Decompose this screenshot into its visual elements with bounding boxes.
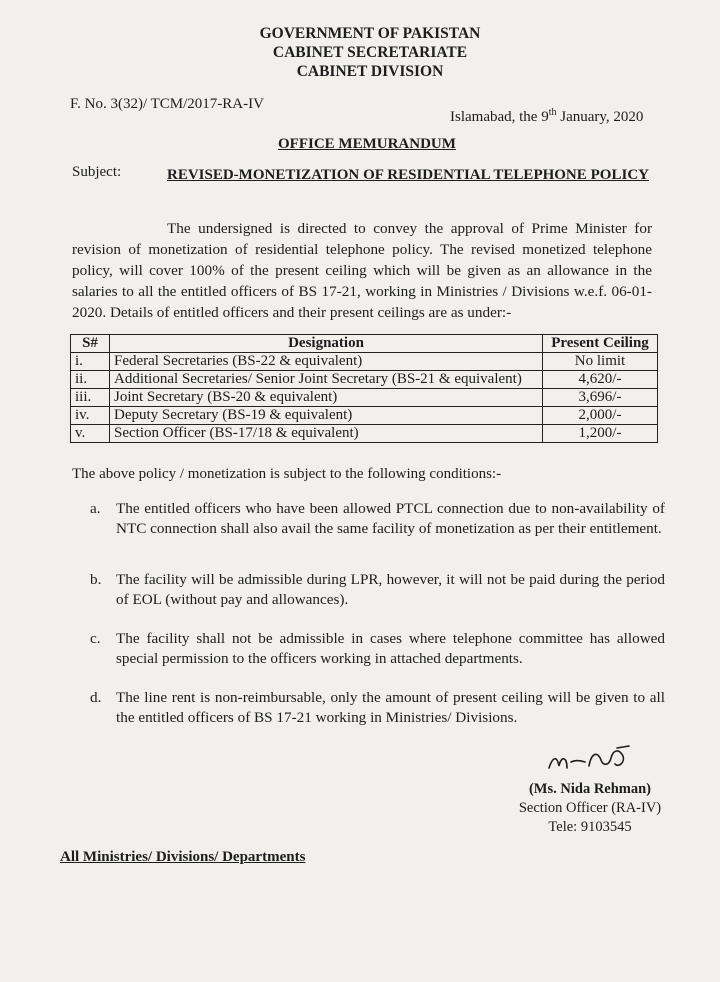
date-line [450, 103, 643, 127]
row-sno: v. [71, 425, 110, 443]
signature-block [500, 780, 680, 837]
header-ceiling: Present Ceiling [543, 335, 658, 353]
row-ceiling: No limit [543, 353, 658, 371]
condition-label: d. [90, 689, 102, 706]
row-sno: iii. [71, 389, 110, 407]
signatory-title: Section Officer (RA-IV) [518, 800, 662, 816]
table-row [71, 371, 658, 389]
row-ceiling: 3,696/- [543, 389, 658, 407]
row-designation: Section Officer (BS-17/18 & equivalent) [110, 425, 543, 443]
row-sno: i. [71, 353, 110, 371]
date-suffix-sup: th [548, 107, 557, 118]
row-sno: iv. [71, 407, 110, 425]
row-ceiling: 2,000/- [543, 407, 658, 425]
signature-mark [545, 742, 635, 774]
table-row [71, 425, 658, 443]
distribution-line: All Ministries/ Divisions/ Departments [60, 849, 306, 865]
condition-text: The facility shall not be admissible in cases where telephone committee has allowed special permission to the officers working in attached departments. [116, 630, 665, 667]
row-ceiling: 4,620/- [543, 371, 658, 389]
condition-item [90, 688, 665, 728]
letterhead-line-2: CABINET SECRETARIATE [272, 44, 468, 61]
condition-label: c. [90, 630, 101, 647]
condition-text: The facility will be admissible during LPR, however, it will not be paid during the period of EOL (without pay and allowances). [116, 571, 665, 608]
row-designation: Joint Secretary (BS-20 & equivalent) [110, 389, 543, 407]
condition-text: The entitled officers who have been allowed PTCL connection due to non-availability of NTC connection shall also avail the same facility of monetization as per their entitlement. [116, 500, 665, 537]
table-row [71, 389, 658, 407]
letterhead [230, 24, 510, 81]
header-sno: S# [71, 335, 110, 353]
table-header-row [71, 335, 658, 353]
row-designation: Additional Secretaries/ Senior Joint Secretary (BS-21 & equivalent) [110, 371, 543, 389]
intro-text: The undersigned is directed to convey the approval of Prime Minister for revision of monetization of residential telephone policy. The revised monetized telephone policy, will cover 100% of the present ceiling which will be given as an allowance in the salaries to all the entitled officers of BS 17-21, working in Ministries / Divisions w.e.f. 06-01-2020. Details of entitled officers and their present ceilings are as under:- [72, 220, 652, 321]
date-suffix: January, 2020 [556, 109, 644, 125]
subject-text [167, 166, 649, 185]
memo-title: OFFICE MEMURANDUM [278, 136, 456, 152]
row-designation: Deputy Secretary (BS-19 & equivalent) [110, 407, 543, 425]
conditions-intro: The above policy / monetization is subject to the following conditions:- [72, 466, 502, 482]
row-designation: Federal Secretaries (BS-22 & equivalent) [110, 353, 543, 371]
ceiling-table [70, 334, 658, 443]
condition-text: The line rent is non-reimbursable, only the amount of present ceiling will be given to all the entitled officers of BS 17-21 working in Ministries/ Divisions. [116, 689, 665, 726]
table-row [71, 407, 658, 425]
condition-item [90, 570, 665, 610]
date-prefix: Islamabad, the 9 [450, 109, 549, 125]
row-ceiling: 1,200/- [543, 425, 658, 443]
header-designation: Designation [110, 335, 543, 353]
table-row [71, 353, 658, 371]
letterhead-line-1: GOVERNMENT OF PAKISTAN [259, 25, 481, 42]
condition-label: a. [90, 500, 101, 517]
letterhead-line-3: CABINET DIVISION [296, 63, 444, 80]
file-number: F. No. 3(32)/ TCM/2017-RA-IV [70, 96, 264, 112]
subject-label: Subject: [72, 164, 122, 180]
condition-label: b. [90, 571, 102, 588]
signatory-name: (Ms. Nida Rehman) [528, 781, 652, 797]
intro-paragraph [72, 218, 652, 323]
row-sno: ii. [71, 371, 110, 389]
signatory-tel: Tele: 9103545 [548, 819, 632, 835]
subject-text-value: REVISED-MONETIZATION OF RESIDENTIAL TELEPHONE POLICY [167, 167, 649, 183]
condition-item [90, 499, 665, 539]
condition-item [90, 629, 665, 669]
